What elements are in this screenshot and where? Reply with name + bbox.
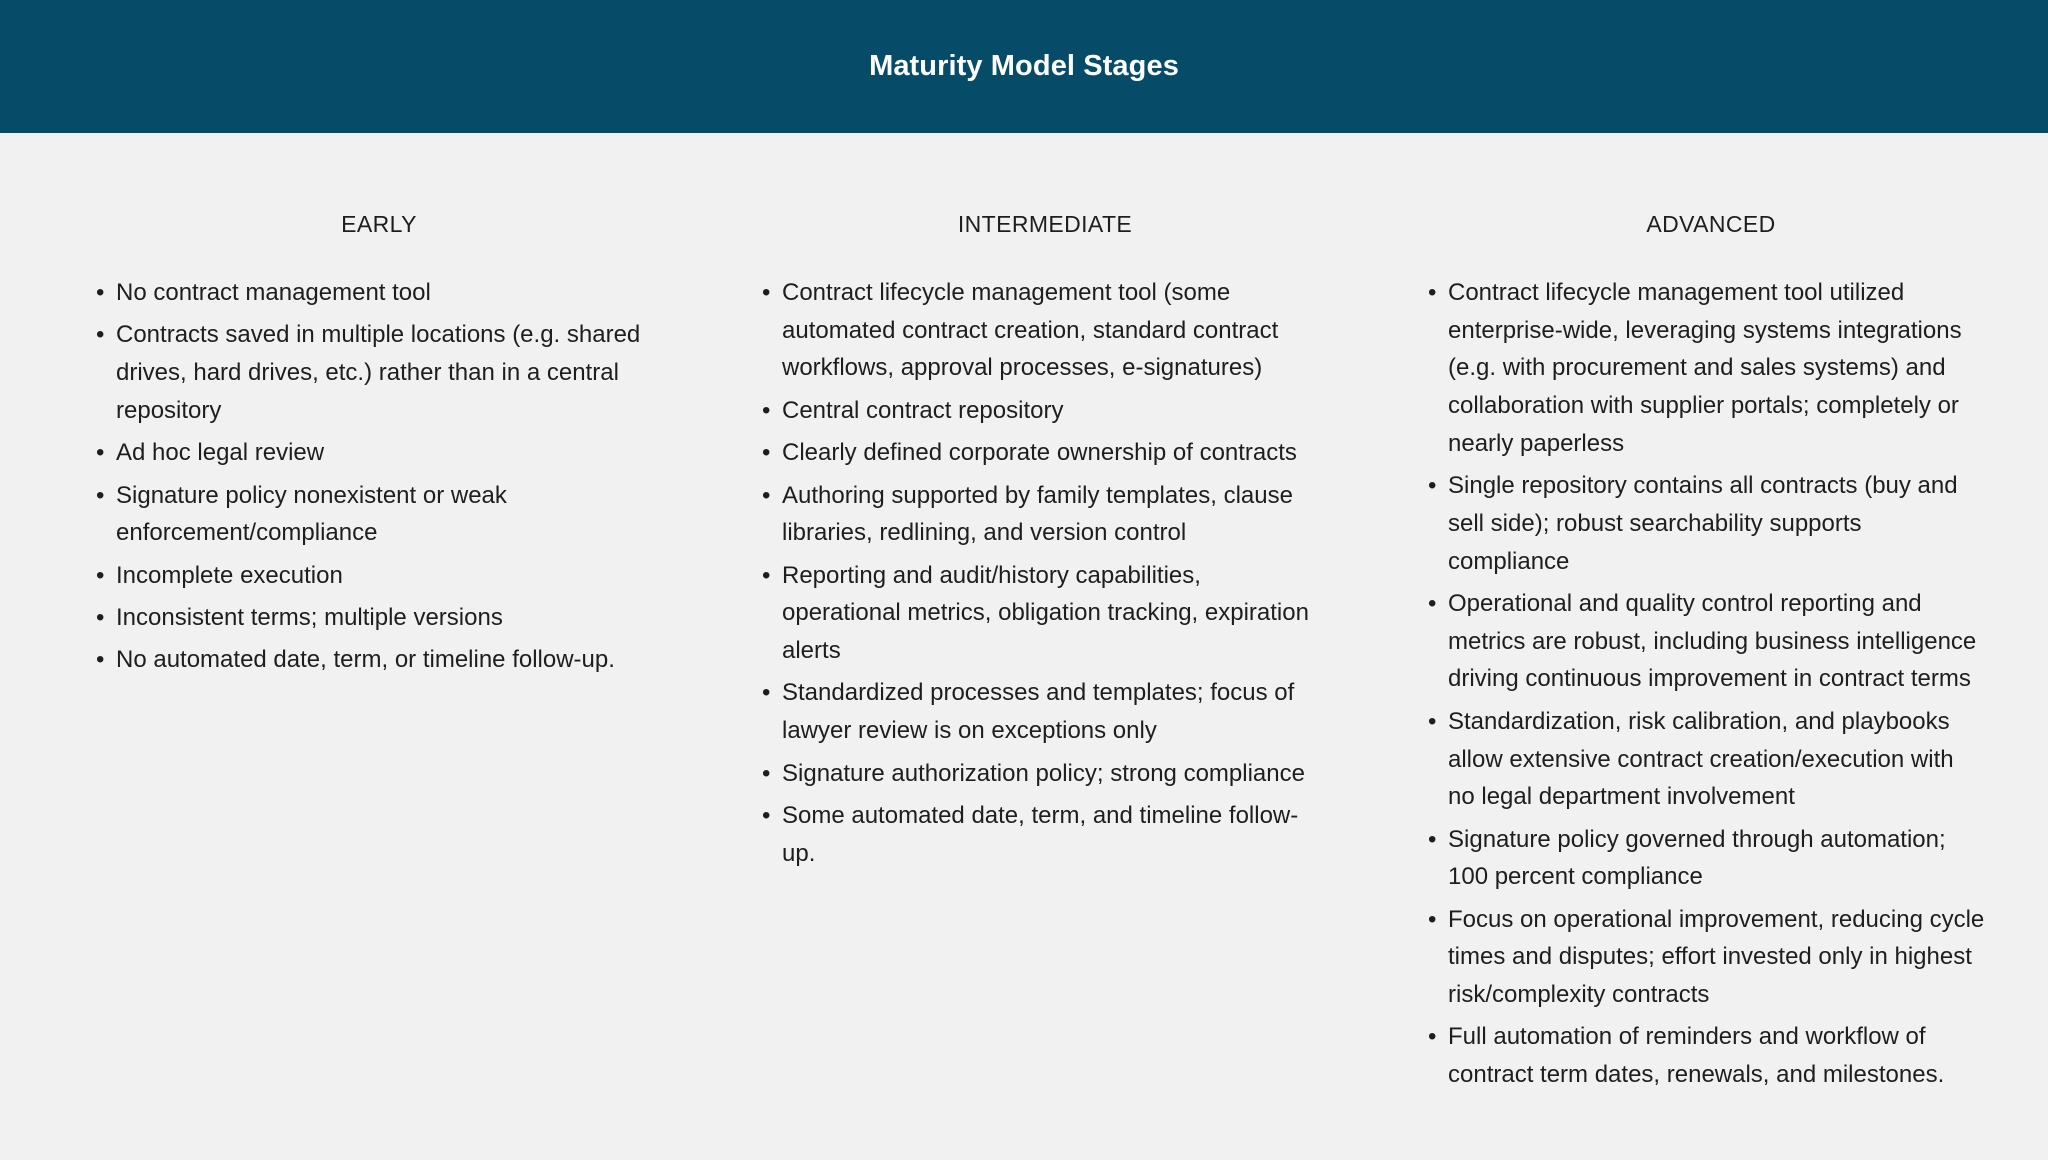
list-item: • No contract management tool [94, 274, 654, 312]
list-item: • Signature policy governed through automation; 100 percent compliance [1426, 821, 1986, 896]
list-item: • Clearly defined corporate ownership of contracts [760, 434, 1320, 472]
list-item: • Contract lifecycle management tool (some automated contract creation, standard contract workflows, approval processes, e-signatures) [760, 274, 1320, 387]
list-item: • Some automated date, term, and timeline follow-up. [760, 797, 1320, 872]
list-item: • Incomplete execution [94, 557, 654, 595]
stages-columns [0, 133, 2048, 1099]
stage-item-list [94, 274, 654, 679]
list-item: • Operational and quality control reporting and metrics are robust, including business intelligence driving continuous improvement in contract terms [1426, 585, 1986, 698]
stage-item-list [1426, 274, 1986, 1094]
list-item: • Signature policy nonexistent or weak enforcement/compliance [94, 477, 654, 552]
stage-heading: INTERMEDIATE [957, 211, 1133, 237]
list-item: • Ad hoc legal review [94, 434, 654, 472]
list-item: • Contract lifecycle management tool utilized enterprise-wide, leveraging systems integrations (e.g. with procurement and sales systems) and collaboration with supplier portals; completely or nearly paperless [1426, 274, 1986, 463]
list-item: • No automated date, term, or timeline follow-up. [94, 641, 654, 679]
stage-item-list [760, 274, 1320, 872]
list-item: • Signature authorization policy; strong compliance [760, 755, 1320, 793]
list-item: • Authoring supported by family templates, clause libraries, redlining, and version control [760, 477, 1320, 552]
list-item: • Central contract repository [760, 392, 1320, 430]
list-item: • Full automation of reminders and workflow of contract term dates, renewals, and milestones. [1426, 1018, 1986, 1093]
stage-column-advanced [1426, 211, 1986, 1099]
list-item: • Reporting and audit/history capabilities, operational metrics, obligation tracking, expiration alerts [760, 557, 1320, 670]
list-item: • Standardized processes and templates; focus of lawyer review is on exceptions only [760, 674, 1320, 749]
stage-column-intermediate [760, 211, 1320, 1099]
page-header [0, 0, 2048, 133]
list-item: • Standardization, risk calibration, and playbooks allow extensive contract creation/execution with no legal department involvement [1426, 703, 1986, 816]
stage-heading: EARLY [341, 211, 417, 237]
list-item: • Focus on operational improvement, reducing cycle times and disputes; effort invested only in highest risk/complexity contracts [1426, 901, 1986, 1014]
stage-heading: ADVANCED [1646, 211, 1776, 237]
list-item: • Single repository contains all contracts (buy and sell side); robust searchability supports compliance [1426, 467, 1986, 580]
list-item: • Inconsistent terms; multiple versions [94, 599, 654, 637]
stage-column-early [94, 211, 654, 1099]
page-title: Maturity Model Stages [869, 50, 1179, 82]
list-item: • Contracts saved in multiple locations (e.g. shared drives, hard drives, etc.) rather than in a central repository [94, 316, 654, 429]
